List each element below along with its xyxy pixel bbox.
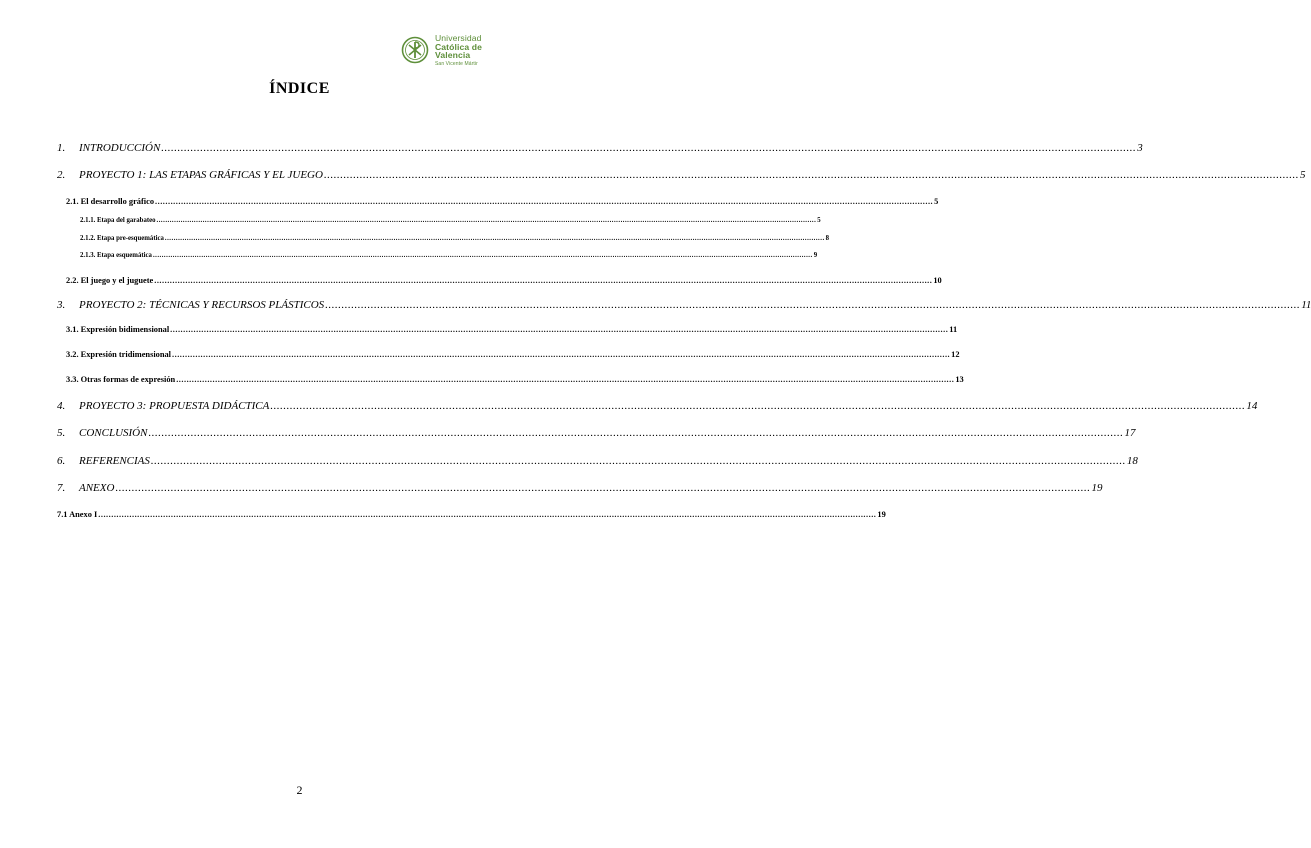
toc-entry-title: 2.1.2. Etapa pre-esquemática xyxy=(80,235,164,242)
leader-dots: ............................................................................................................................................................................................................................................................................................................ xyxy=(156,217,817,224)
leader-dots: ............................................................................................................................................................................................................................................................................................................ xyxy=(98,510,877,519)
toc-entry-page: 19 xyxy=(1091,482,1103,494)
toc-entry-page: 17 xyxy=(1124,427,1136,439)
toc-entry[interactable] xyxy=(66,276,942,285)
logo-text xyxy=(435,34,482,67)
toc-entry-number: 5. xyxy=(57,427,66,439)
toc-entry-title: 2.2. El juego y el juguete xyxy=(66,276,154,285)
toc-entry[interactable] xyxy=(57,400,1258,412)
toc-entry-title: INTRODUCCIÓN xyxy=(79,142,161,154)
toc-entry[interactable] xyxy=(80,235,830,242)
leader-dots: ............................................................................................................................................................................................................................................................................................................ xyxy=(172,350,951,359)
toc-entry-label xyxy=(57,455,150,467)
logo-line: Católica de xyxy=(435,41,482,52)
toc-entry-number: 6. xyxy=(57,455,66,467)
toc-entry[interactable] xyxy=(66,325,958,334)
leader-dots: ............................................................................................................................................................................................................................................................................................................ xyxy=(152,252,813,259)
toc-entry-title: 2.1.3. Etapa esquemática xyxy=(80,252,152,259)
toc-entry-title: PROYECTO 1: LAS ETAPAS GRÁFICAS Y EL JUEGO xyxy=(79,169,323,181)
toc-entry-label xyxy=(57,400,269,412)
toc-entry-title: PROYECTO 2: TÉCNICAS Y RECURSOS PLÁSTICOS xyxy=(79,299,325,311)
toc-entry[interactable] xyxy=(57,169,1306,181)
toc-entry[interactable] xyxy=(57,142,1143,154)
toc-entry-page: 9 xyxy=(813,252,818,259)
toc-entry[interactable] xyxy=(80,217,821,224)
leader-dots: ............................................................................................................................................................................................................................................................................................................ xyxy=(270,400,1246,412)
toc-entry-page: 11 xyxy=(1301,299,1311,311)
logo-line: Universidad xyxy=(435,33,482,43)
page-number: 2 xyxy=(296,783,303,797)
toc-entry-title: ANEXO xyxy=(79,482,115,494)
leader-dots: ............................................................................................................................................................................................................................................................................................................ xyxy=(176,375,955,384)
toc-entry-title: 3.3. Otras formas de expresión xyxy=(66,375,176,384)
leader-dots: ............................................................................................................................................................................................................................................................................................................ xyxy=(148,427,1124,439)
leader-dots: ............................................................................................................................................................................................................................................................................................................ xyxy=(164,235,825,242)
toc-entry-label xyxy=(57,142,160,154)
page-title: ÍNDICE xyxy=(269,80,330,97)
logo-line: San Vicente Mártir xyxy=(435,60,478,67)
toc-entry-title: PROYECTO 3: PROPUESTA DIDÁCTICA xyxy=(79,400,270,412)
toc-entry[interactable] xyxy=(66,375,964,384)
toc-entry[interactable] xyxy=(66,350,960,359)
toc-entry-page: 10 xyxy=(933,276,942,285)
toc-entry[interactable] xyxy=(57,482,1103,494)
toc-entry-page: 5 xyxy=(1299,169,1306,181)
toc-entry-label xyxy=(57,482,114,494)
toc-entry-page: 8 xyxy=(825,235,830,242)
toc-entry[interactable] xyxy=(66,197,939,206)
leader-dots: ............................................................................................................................................................................................................................................................................................................ xyxy=(155,197,934,206)
leader-dots: ............................................................................................................................................................................................................................................................................................................ xyxy=(161,142,1137,154)
leader-dots: ............................................................................................................................................................................................................................................................................................................ xyxy=(323,169,1299,181)
toc-entry-page: 12 xyxy=(951,350,960,359)
leader-dots: ............................................................................................................................................................................................................................................................................................................ xyxy=(150,455,1126,467)
toc-entry-label xyxy=(57,427,147,439)
toc-entry-page: 14 xyxy=(1246,400,1258,412)
toc-entry[interactable] xyxy=(57,510,886,519)
toc-entry-title: REFERENCIAS xyxy=(79,455,150,467)
toc-entry-number: 7. xyxy=(57,482,66,494)
toc-entry-number: 1. xyxy=(57,142,66,154)
toc-entry-title: CONCLUSIÓN xyxy=(79,427,148,439)
toc-entry-number: 4. xyxy=(57,400,66,412)
toc-entry-title: 2.1.1. Etapa del garabateo xyxy=(80,217,156,224)
toc-entry-number: 2. xyxy=(57,169,66,181)
toc-entry-title: 7.1 Anexo I xyxy=(57,510,98,519)
toc-entry[interactable] xyxy=(57,299,1311,311)
toc-entry[interactable] xyxy=(80,252,818,259)
leader-dots: ............................................................................................................................................................................................................................................................................................................ xyxy=(325,299,1301,311)
toc-entry-page: 18 xyxy=(1126,455,1138,467)
toc-entry-page: 13 xyxy=(955,375,964,384)
leader-dots: ............................................................................................................................................................................................................................................................................................................ xyxy=(154,276,933,285)
toc-entry-label xyxy=(57,169,323,181)
toc-entry[interactable] xyxy=(57,455,1138,467)
toc-entry-label xyxy=(57,299,324,311)
toc-entry-title: 2.1. El desarrollo gráfico xyxy=(66,197,155,206)
logo-line: Valencia xyxy=(435,50,471,61)
logo-emblem-icon xyxy=(401,36,429,64)
leader-dots: ............................................................................................................................................................................................................................................................................................................ xyxy=(170,325,949,334)
toc-entry-title: 3.2. Expresión tridimensional xyxy=(66,350,172,359)
toc-entry-page: 5 xyxy=(817,217,821,224)
toc-entry-page: 19 xyxy=(877,510,886,519)
toc-entry-title: 3.1. Expresión bidimensional xyxy=(66,325,170,334)
toc-entry-number: 3. xyxy=(57,299,66,311)
leader-dots: ............................................................................................................................................................................................................................................................................................................ xyxy=(115,482,1091,494)
toc-entry-page: 3 xyxy=(1137,142,1143,154)
toc-entry-page: 5 xyxy=(934,197,939,206)
toc-entry[interactable] xyxy=(57,427,1136,439)
toc-entry-page: 11 xyxy=(949,325,958,334)
university-logo xyxy=(401,34,482,67)
